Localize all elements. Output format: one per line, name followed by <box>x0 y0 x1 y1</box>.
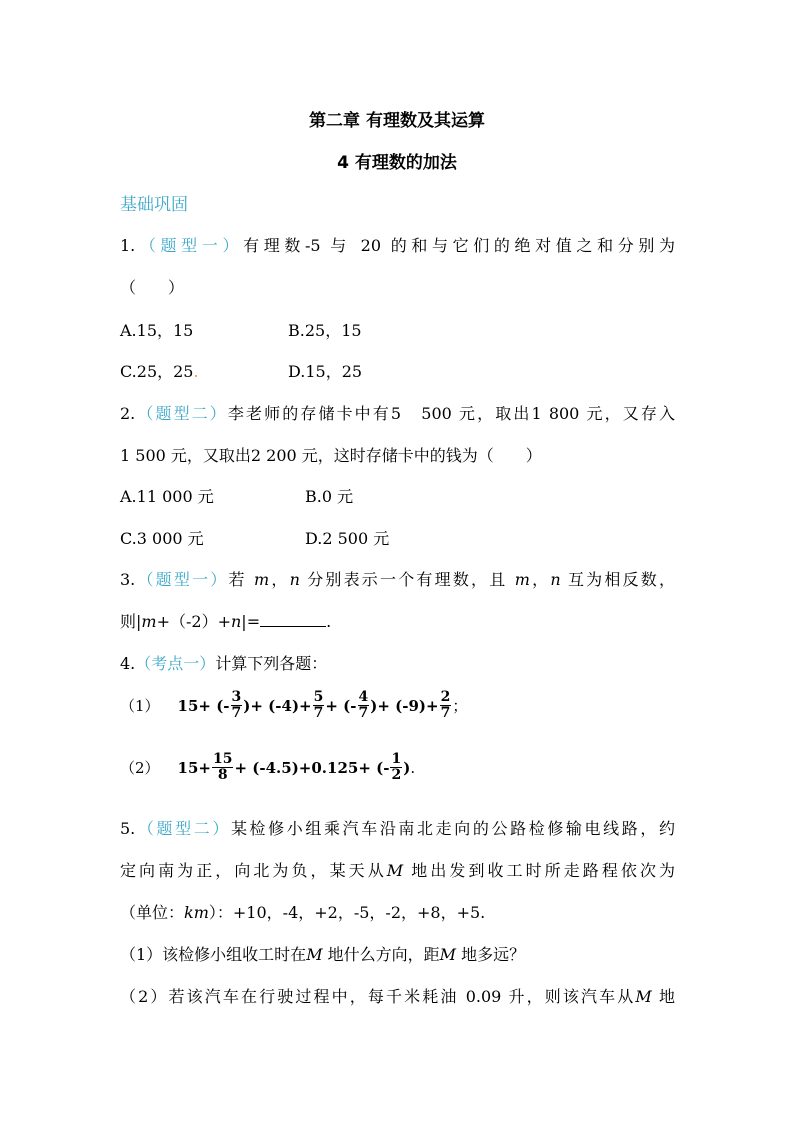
q5-line2 <box>120 858 675 881</box>
q1-number: 1. <box>120 236 136 255</box>
q1-option-a: A.15，15 <box>120 321 194 340</box>
q3-text-b: ， <box>269 570 290 589</box>
q5-sub1-var-M: M <box>306 945 323 964</box>
q4-part2 <box>120 752 415 783</box>
q4-p2-frac2 <box>390 752 402 783</box>
q4-p2-label: （2） <box>120 759 160 777</box>
q1-line2: （ ） <box>120 278 185 297</box>
q4-p1-term-a: 15+ (- <box>177 696 230 715</box>
q1-mark: . <box>193 362 199 381</box>
q4-text: 计算下列各题： <box>215 654 328 673</box>
q3-var-n: n <box>289 570 300 589</box>
q1-line1 <box>120 233 675 256</box>
q5-unit: km <box>184 903 209 922</box>
q4-p1-frac4-num: 2 <box>440 689 451 705</box>
q4-p1-frac1-den: 7 <box>231 705 242 721</box>
q4-p1-frac4 <box>440 690 452 721</box>
q4-p1-frac3-den: 7 <box>358 705 369 721</box>
q1-text1: 有理数-5 与 20 的和与它们的绝对值之和分别为 <box>243 236 675 255</box>
q5-text1: 某检修小组乘汽车沿南北走向的公路检修输电线路，约 <box>230 819 675 838</box>
q3-text-e: 互为相反数， <box>560 570 675 589</box>
q4-p1-frac3-num: 4 <box>358 689 369 705</box>
q2-number: 2. <box>120 404 136 423</box>
q3-var-m: m <box>254 570 270 589</box>
q5-text3b: ）：+10，-4，+2，-5，-2，+8，+5. <box>208 903 486 922</box>
q4-p1-term-b: )+ (-4)+ <box>243 696 312 715</box>
q4-p1-label: （1） <box>120 697 160 715</box>
q2-line2: 1 500 元，又取出2 200 元，这时存储卡中的钱为（ ） <box>120 446 542 465</box>
q4-p1-end: ； <box>452 697 468 715</box>
q3-answer-blank[interactable] <box>260 612 326 627</box>
q4-p1-frac2-num: 5 <box>313 689 324 705</box>
q5-sub2-a: （2）若该汽车在行驶过程中，每千米耗油 0.09 升，则该汽车从 <box>120 987 636 1006</box>
q4-p2-frac2-den: 2 <box>391 767 402 783</box>
q3-text-end: . <box>326 612 332 631</box>
q1-option-c-text: C.25，25 <box>120 362 194 381</box>
q4-p2-frac2-num: 1 <box>391 751 402 767</box>
q1-option-b: B.25，15 <box>288 321 362 340</box>
q4-p2-end: . <box>410 758 416 777</box>
q1-option-c <box>120 359 199 382</box>
q5-tag: （题型二） <box>135 819 231 838</box>
q5-sub1-c: 地多远？ <box>456 945 526 964</box>
q5-sub2-b: 地 <box>651 987 675 1006</box>
q2-line1 <box>120 401 675 424</box>
q4-line1 <box>120 651 327 674</box>
q4-p1-frac4-den: 7 <box>440 705 451 721</box>
q5-sub2-var-M: M <box>635 987 652 1006</box>
q3-text-g: +（-2）+ <box>156 612 231 631</box>
q4-p2-term-c: ) <box>403 758 411 777</box>
q5-sub1-a: （1）该检修小组收工时在 <box>120 945 307 964</box>
q4-part1 <box>120 690 467 721</box>
q5-sub1-b: 地什么方向，距 <box>322 945 440 964</box>
q4-p1-term-d: )+ (-9)+ <box>370 696 439 715</box>
q4-p1-frac2 <box>313 690 325 721</box>
q3-text-c: 分别表示一个有理数，且 <box>299 570 515 589</box>
q2-option-d: D.2 500 元 <box>305 529 390 548</box>
q2-option-b: B.0 元 <box>305 487 354 506</box>
q5-sub1 <box>120 942 525 965</box>
q4-p1-frac3 <box>358 690 370 721</box>
q4-tag: （考点一） <box>135 654 216 673</box>
q1-option-d: D.15，25 <box>288 362 363 381</box>
q4-p1-frac1-num: 3 <box>231 689 242 705</box>
q5-text3a: （单位： <box>120 903 185 922</box>
q3-tag: （题型一） <box>135 570 229 589</box>
q4-number: 4. <box>120 654 136 673</box>
q3-text-h: |= <box>241 612 261 631</box>
q5-text2a: 定向南为正，向北为负，某天从 <box>120 861 387 880</box>
q2-option-c: C.3 000 元 <box>120 529 204 548</box>
q5-text2b: 地出发到收工时所走路程依次为 <box>403 861 675 880</box>
q3-var-n2: n <box>550 570 561 589</box>
chapter-title: 第二章 有理数及其运算 <box>309 111 485 131</box>
q3-var-m3: m <box>141 612 157 631</box>
q2-tag: （题型二） <box>135 404 228 423</box>
q4-p1-term-c: + (- <box>325 696 357 715</box>
q3-text-f: 则| <box>120 612 142 631</box>
q2-text1: 李老师的存储卡中有5 500 元，取出1 800 元，又存入 <box>227 404 675 423</box>
q5-var-M: M <box>386 861 404 880</box>
q3-line2 <box>120 609 331 632</box>
q4-p2-frac1-den: 8 <box>217 767 228 783</box>
q3-text-d: ， <box>529 570 551 589</box>
q5-number: 5. <box>120 819 136 838</box>
q3-line1 <box>120 567 675 590</box>
q2-option-a: A.11 000 元 <box>120 487 214 506</box>
q4-p2-frac1-num: 15 <box>213 751 233 767</box>
q3-var-n3: n <box>230 612 242 631</box>
q3-text-a: 若 <box>228 570 254 589</box>
q5-line1 <box>120 816 675 839</box>
q3-number: 3. <box>120 570 136 589</box>
q1-tag: （题型一） <box>135 236 244 255</box>
q3-var-m2: m <box>514 570 530 589</box>
q4-p1-frac2-den: 7 <box>313 705 324 721</box>
q4-p2-term-a: 15+ <box>177 758 211 777</box>
q5-sub2 <box>120 984 675 1007</box>
q5-sub1-var-M2: M <box>439 945 457 964</box>
q5-line3 <box>120 900 485 923</box>
lesson-title: 4 有理数的加法 <box>337 153 457 173</box>
q4-p2-term-b: + (-4.5)+0.125+ (- <box>234 758 390 777</box>
q4-p2-frac1 <box>212 752 233 783</box>
section-heading: 基础巩固 <box>120 195 188 215</box>
q4-p1-frac1 <box>231 690 243 721</box>
